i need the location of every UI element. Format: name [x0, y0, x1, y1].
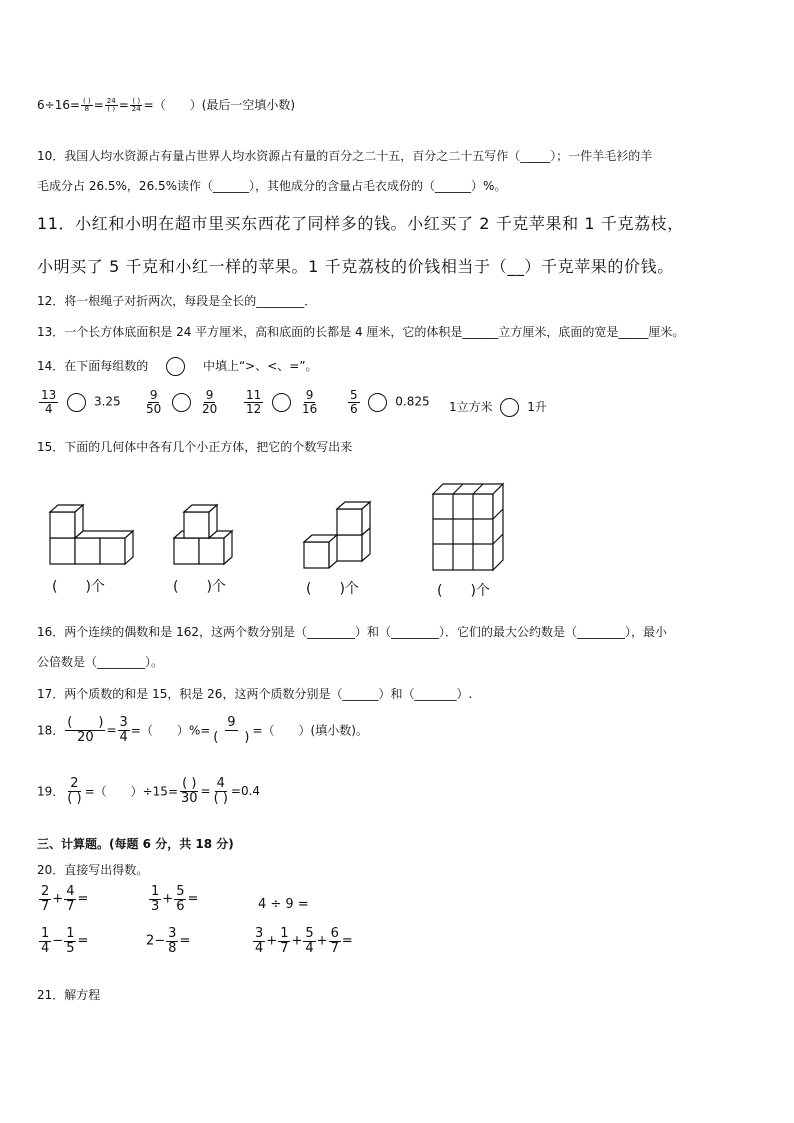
compare-circle[interactable] — [368, 393, 387, 412]
q20-e6-c: $\frac{5}{4}$ — [305, 926, 314, 956]
q20-e6-eq: = — [341, 933, 353, 949]
q20-e6-op3: + — [316, 933, 328, 949]
q16-line-1: 16．两个连续的偶数和是 162，这两个数分别是（________）和（________）．它们的最大公约数是（________），最小 — [37, 625, 667, 639]
q14-g4-right: 0.825 — [395, 394, 430, 409]
q20-e4-eq: = — [77, 933, 89, 949]
q20-expr-2 — [148, 885, 198, 913]
q16-line-2: 公倍数是（________）。 — [37, 655, 164, 669]
q9-line: 6÷16= $\frac{( )}{8}$ = $\frac{24}{( )}$ = $\frac{( )}{24}$ =（ ）(最后一空填小数) — [37, 96, 296, 113]
q18-frac-1: $\frac{( )}{20}$ — [67, 715, 104, 745]
q20-e6-op2: + — [291, 933, 303, 949]
q14-g5-right: 1升 — [527, 400, 547, 414]
q14-g3-left-frac: $\frac{11}{12}$ — [246, 388, 262, 416]
q14-intro — [37, 357, 318, 376]
q19-frac-3: $\frac{4}{( )}$ — [213, 776, 228, 806]
q20-e1-b: $\frac{4}{7}$ — [66, 884, 75, 914]
q20-e5-pre: 2− — [146, 933, 166, 949]
q20-e2-a: $\frac{1}{3}$ — [151, 884, 160, 914]
compare-circle[interactable] — [67, 393, 86, 412]
q15-text: 15．下面的几何体中各有几个小正方体，把它的个数写出来 — [37, 440, 353, 454]
q15-caption-2: ( )个 — [173, 579, 226, 595]
q19-mid: =（ ）÷15= — [84, 784, 178, 799]
q20-e4-b: $\frac{1}{5}$ — [66, 926, 75, 956]
q18-eq-1: = — [106, 723, 117, 738]
q15-caption-4: ( )个 — [437, 583, 490, 599]
cube-figure-3 — [300, 498, 380, 572]
q18-line — [37, 716, 368, 744]
q10-line-1: 10．我国人均水资源占有量占世界人均水资源占有量的百分之二十五，百分之二十五写作（_____）；一件羊毛衫的羊 — [37, 149, 653, 163]
q14-g2-left-frac: $\frac{9}{50}$ — [146, 388, 162, 416]
q14-intro-a: 14．在下面每组数的 — [37, 359, 149, 373]
answer-circle-icon — [166, 357, 185, 376]
q20-expr-1 — [38, 885, 88, 913]
q14-g2-right-frac: $\frac{9}{20}$ — [201, 388, 218, 416]
q19-eq: = — [200, 784, 211, 799]
q14-g3-right-frac: $\frac{9}{16}$ — [301, 388, 318, 416]
q9-frac-3: $\frac{( )}{24}$ — [131, 96, 141, 113]
compare-circle[interactable] — [500, 398, 519, 417]
compare-circle[interactable] — [172, 393, 191, 412]
q19-frac-2: $\frac{( )}{30}$ — [181, 776, 198, 806]
q20-e6-d: $\frac{6}{7}$ — [330, 926, 339, 956]
q20-e5-eq: = — [179, 933, 191, 949]
q20-e5-b: $\frac{3}{8}$ — [168, 926, 177, 956]
q14-g4-frac: $\frac{5}{6}$ — [350, 388, 358, 416]
q12-text: 12．将一根绳子对折两次，每段是全长的________． — [37, 294, 317, 308]
q20-expr-5 — [146, 927, 190, 955]
q20-e6-op1: + — [266, 933, 278, 949]
q20-e6-b: $\frac{1}{7}$ — [280, 926, 289, 956]
q20-title: 20．直接写出得数。 — [37, 863, 149, 877]
q11-line-2: 小明买了 5 千克和小红一样的苹果。1 千克荔枝的价钱相当于（__）千克苹果的价钱。 — [37, 257, 674, 276]
q20-e1-eq: = — [77, 891, 89, 907]
q18-label: 18． — [37, 723, 65, 738]
q11-line-1: 11．小红和小明在超市里买东西花了同样多的钱。小红买了 2 千克苹果和 1 千克荔枝， — [37, 214, 684, 233]
q20-e1-op: + — [52, 891, 64, 907]
compare-circle[interactable] — [272, 393, 291, 412]
q9-frac-1: $\frac{( )}{8}$ — [83, 96, 91, 113]
q19-label: 19． — [37, 784, 65, 799]
q13-text: 13．一个长方体底面积是 24 平方厘米，高和底面的长都是 4 厘米，它的体积是______立方厘米，底面的宽是_____厘米。 — [37, 325, 685, 339]
q21-title: 21．解方程 — [37, 988, 101, 1002]
q20-e4-op: − — [52, 933, 64, 949]
q14-group-2 — [143, 389, 220, 415]
q14-group-4 — [347, 389, 430, 415]
q18-tail: =（ ）(填小数)。 — [252, 723, 368, 738]
q18-frac-2: $\frac{3}{4}$ — [119, 715, 128, 745]
q9-tail: =（ ）(最后一空填小数) — [143, 98, 296, 112]
q18-mid: =（ ）%= — [130, 723, 211, 738]
q19-line — [37, 777, 260, 805]
q14-group-5 — [449, 398, 547, 417]
q14-group-1 — [38, 389, 121, 415]
q20-expr-4 — [38, 927, 88, 955]
q20-expr-3: 4 ÷ 9 = — [258, 897, 309, 912]
q15-caption-3: ( )个 — [306, 581, 359, 597]
q14-g5-left: 1立方米 — [449, 400, 493, 414]
q10-line-2: 毛成分占 26.5%，26.5%读作（______），其他成分的含量占毛衣成份的（______）%。 — [37, 179, 507, 193]
q20-e2-op: + — [162, 891, 174, 907]
cube-figure-4 — [428, 478, 508, 576]
q20-e1-a: $\frac{2}{7}$ — [41, 884, 50, 914]
q20-e4-a: $\frac{1}{4}$ — [41, 926, 50, 956]
q14-group-3 — [243, 389, 320, 415]
cube-figure-2 — [170, 498, 250, 570]
cube-figure-1 — [45, 500, 145, 570]
q19-frac-1: $\frac{2}{( )}$ — [67, 776, 82, 806]
q14-g1-frac: $\frac{13}{4}$ — [41, 388, 57, 416]
q17-text: 17．两个质数的和是 15，积是 26，这两个质数分别是（______）和（_______）. — [37, 687, 473, 701]
q14-g1-right: 3.25 — [93, 394, 121, 409]
q9-frac-2: $\frac{24}{( )}$ — [106, 96, 116, 113]
q19-tail: =0.4 — [230, 784, 261, 799]
section-3-title: 三、计算题。(每题 6 分，共 18 分) — [37, 837, 234, 851]
q18-frac-3: $\frac{9}{( )}$ — [213, 715, 250, 745]
q20-e2-b: $\frac{5}{6}$ — [176, 884, 185, 914]
q9-lhs: 6÷16= — [37, 98, 81, 112]
q20-expr-6 — [252, 927, 353, 955]
q20-e2-eq: = — [187, 891, 199, 907]
q20-e6-a: $\frac{3}{4}$ — [255, 926, 264, 956]
q14-intro-b: 中填上“>、<、=”。 — [202, 359, 318, 373]
q15-caption-1: ( )个 — [52, 579, 105, 595]
